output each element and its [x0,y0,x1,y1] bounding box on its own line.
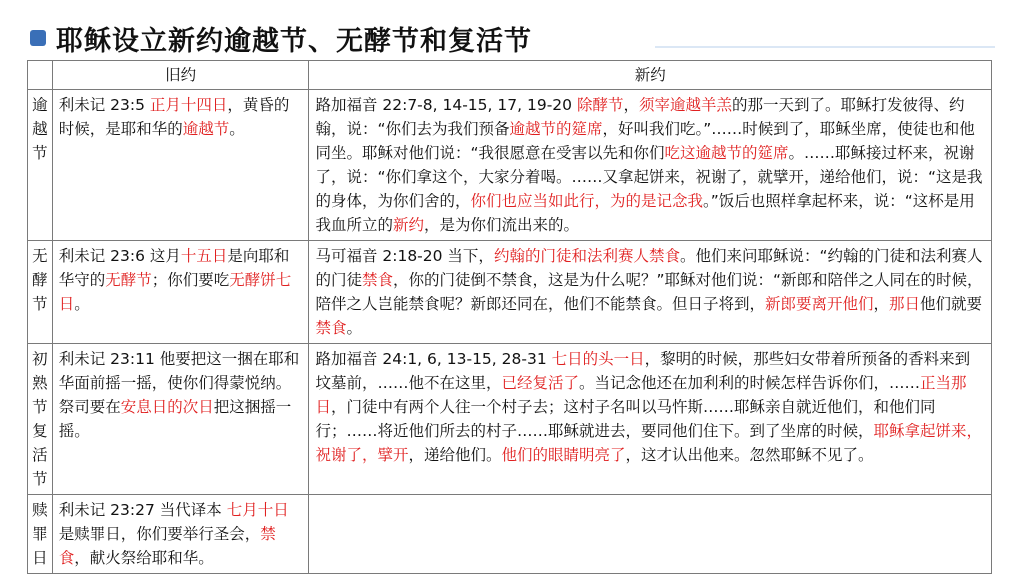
highlighted-text: 逾越节的筵席 [509,120,603,138]
new-testament-cell [309,90,992,241]
new-testament-cell [309,495,992,574]
scripture-text: ，好叫我们吃。”……时候到了，耶稣坐席，使徒也和他同坐。耶稣对他们说：“我很愿意在受害以先和你们 [315,120,975,162]
scripture-text: 。 [346,319,362,337]
festival-char: 活 [32,446,48,464]
old-testament-cell [52,241,309,344]
table-row [28,90,992,241]
festival-name-cell [28,241,53,344]
festival-char: 复 [32,422,48,440]
highlighted-text: 吃这逾越节的筵席 [664,144,789,162]
festival-char: 酵 [32,271,48,289]
scripture-text: 。 [74,295,90,313]
scripture-text: ， [873,295,889,313]
scripture-text: ，递给他们。 [408,446,502,464]
highlighted-text: 禁食 [58,525,276,567]
scripture-text: 。……耶稣接过杯来，祝谢了，说：“你们拿这个，大家分着喝。……又拿起饼来，祝谢了，就擘开，递给他们，说：“这是我的身体，为你们舍的， [315,144,983,210]
scripture-text: ，黄昏的时候，是耶和华的 [58,96,290,138]
festival-char: 节 [32,398,48,416]
table-header-row [28,61,992,90]
scripture-text: ， [623,96,639,114]
old-testament-cell [52,495,309,574]
highlighted-text: 无酵节 [105,271,152,289]
festival-name-cell [28,495,53,574]
scripture-text: ，是为你们流出来的。 [423,216,579,234]
festival-char: 节 [32,144,48,162]
header-old-testament: 旧约 [52,61,309,90]
old-testament-cell [52,344,309,495]
scripture-text: 路加福音 22:7-8, 14-15, 17, 19-20 [315,96,577,114]
highlighted-text: 安息日的次日 [120,398,214,416]
highlighted-text: 禁食 [361,271,393,289]
scripture-text: 把这捆摇一摇。 [58,398,292,440]
festival-table [27,60,992,574]
highlighted-text: 耶稣拿起饼来，祝谢了，擘开 [315,422,982,464]
festival-char: 熟 [32,374,48,392]
highlighted-text: 七月十日 [226,501,289,519]
highlighted-text: 无酵饼七日 [58,271,292,313]
festival-name-cell [28,90,53,241]
scripture-text: 的那一天到了。耶稣打发彼得、约翰，说：“你们去为我们预备 [315,96,965,138]
highlighted-text: 已经复活了 [501,374,579,392]
festival-char: 节 [32,295,48,313]
festival-char: 日 [32,549,48,567]
scripture-text: ，你的门徒倒不禁食，这是为什么呢？”耶稣对他们说：“新郎和陪伴之人同在的时候，陪伴之人岂能禁食呢？新郎还同在，他们不能禁食。但日子将到， [315,271,983,313]
scripture-text: ，这才认出他来。忽然耶稣不见了。 [625,446,874,464]
header-new-testament: 新约 [309,61,992,90]
scripture-text: 是赎罪日，你们要举行圣会， [58,525,261,543]
highlighted-text: 七日的头一日 [551,350,645,368]
highlighted-text: 逾越节 [182,120,230,138]
highlighted-text: 新郎要离开他们 [764,295,874,313]
highlighted-text: 除酵节 [576,96,624,114]
scripture-text: ，献火祭给耶和华。 [74,549,214,567]
scripture-text: 马可福音 2:18-20 当下， [315,247,494,265]
scripture-text: 路加福音 24:1, 6, 13-15, 28-31 [315,350,552,368]
festival-char: 逾 [32,96,48,114]
highlighted-text: 禁食 [315,319,347,337]
highlighted-text: 十五日 [180,247,228,265]
scripture-text: 利未记 23:27 当代译本 [58,501,227,519]
highlighted-text: 他们的眼睛明亮了 [501,446,626,464]
scripture-text: 他们就要 [920,295,983,313]
festival-char: 越 [32,120,48,138]
scripture-text: 。他们来问耶稣说：“约翰的门徒和法利赛人的门徒 [315,247,983,289]
table-body [28,90,992,574]
highlighted-text: 正当那日 [315,374,967,416]
scripture-text: 。 [229,120,245,138]
old-testament-cell [52,90,309,241]
scripture-text: 。当记念他还在加利利的时候怎样告诉你们，…… [578,374,920,392]
title-text: 耶稣设立新约逾越节、无酵节和复活节 [56,25,532,57]
scripture-text: 利未记 23:5 [58,96,150,114]
scripture-text: ，门徒中有两个人往一个村子去；这村子名叫以马忤斯……耶稣亲自就近他们，和他们同行；……将近他们所去的村子……耶稣就进去，要同他们住下。到了坐席的时候， [315,398,936,440]
highlighted-text: 须宰逾越羊羔 [638,96,732,114]
table-row [28,495,992,574]
header-festival [28,61,53,90]
festival-name-cell [28,344,53,495]
festival-char: 罪 [32,525,48,543]
scripture-text: 利未记 23:11 他要把这一捆在耶和华面前摇一摇，使你们得蒙悦纳。祭司要在 [58,350,300,416]
highlighted-text: 新约 [392,216,424,234]
title-bullet-icon [30,30,46,46]
festival-char: 初 [32,350,48,368]
new-testament-cell [309,344,992,495]
scripture-text: 。”饭后也照样拿起杯来，说：“这杯是用我血所立的 [315,192,975,234]
highlighted-text: 你们也应当如此行，为的是记念我 [470,192,703,210]
table-row [28,241,992,344]
slide-title [30,18,532,58]
festival-char: 无 [32,247,48,265]
new-testament-cell [309,241,992,344]
highlighted-text: 约翰的门徒和法利赛人禁食 [493,247,680,265]
scripture-text: 是向耶和华守的 [58,247,290,289]
festival-char: 节 [32,470,48,488]
scripture-text: ；你们要吃 [151,271,230,289]
scripture-text: ，黎明的时候，那些妇女带着所预备的香料来到坟墓前，……他不在这里， [315,350,971,392]
highlighted-text: 那日 [889,295,921,313]
title-accent-line [655,46,995,48]
table-row [28,344,992,495]
festival-char: 赎 [32,501,48,519]
scripture-text: 利未记 23:6 这月 [58,247,181,265]
highlighted-text: 正月十四日 [149,96,228,114]
